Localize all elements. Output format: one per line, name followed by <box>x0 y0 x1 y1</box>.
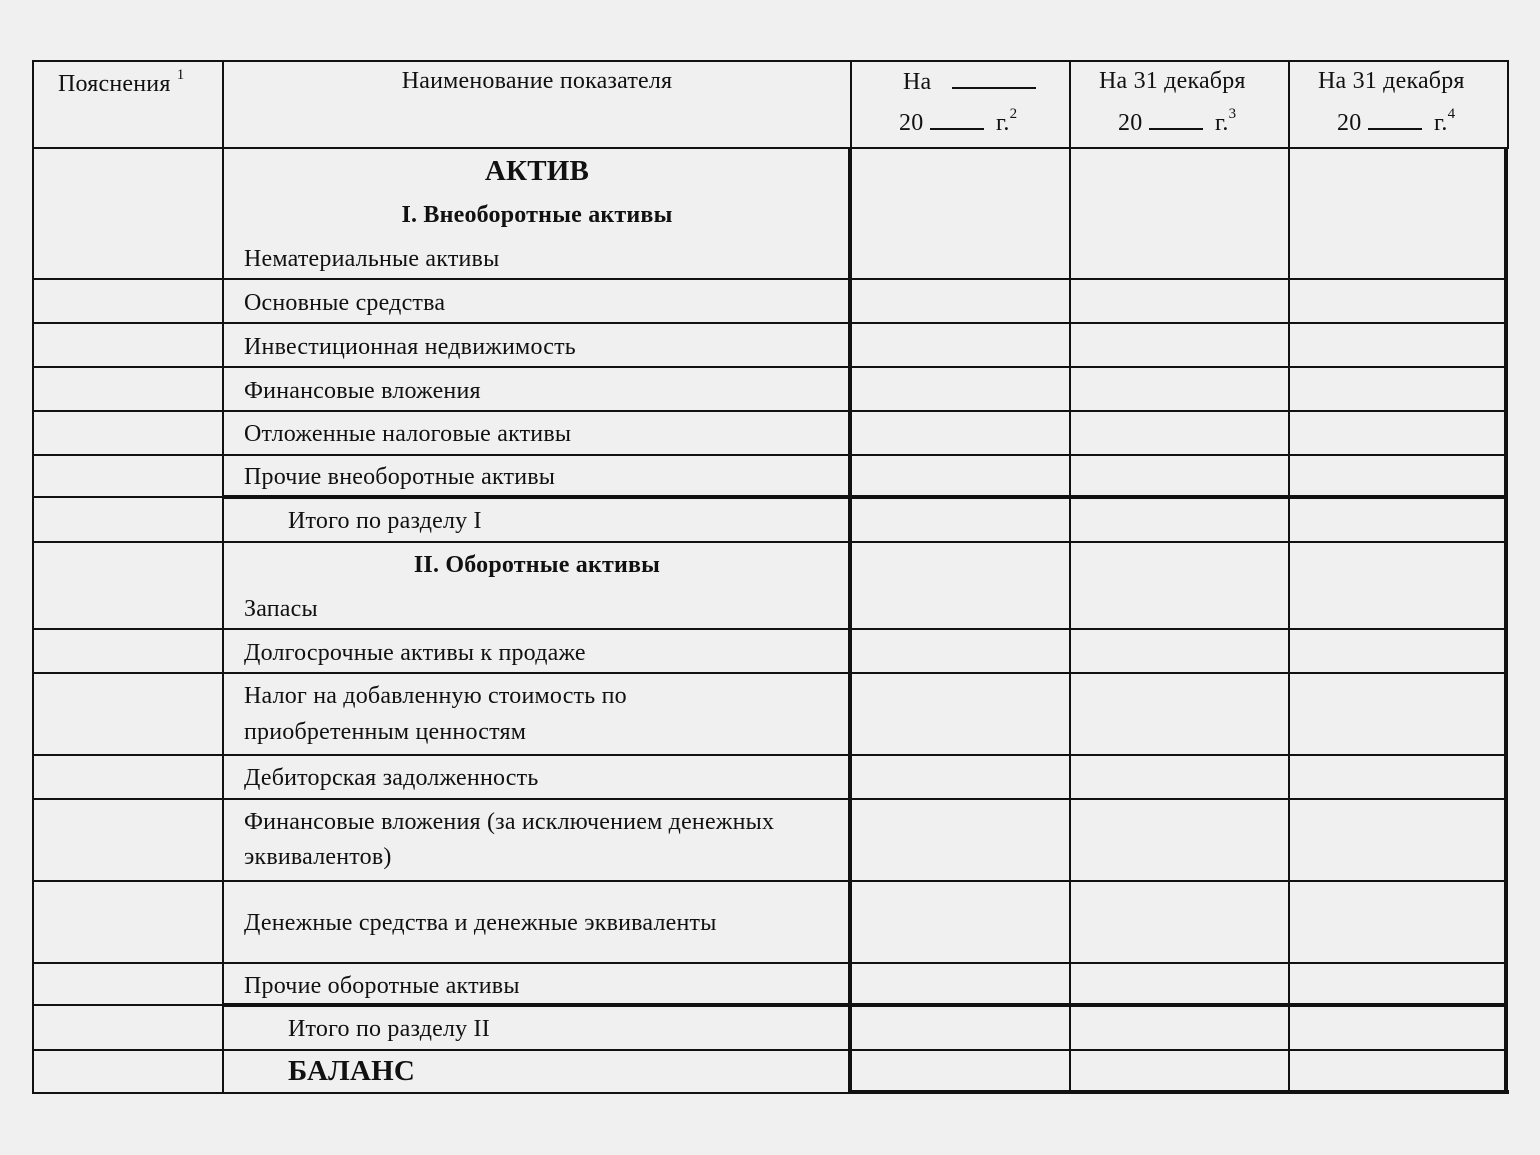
section-2-total: Итого по разделу II <box>288 1016 490 1042</box>
row-divider <box>33 454 1507 456</box>
table-bottom-border <box>33 1092 849 1094</box>
col-divider-bold <box>1504 147 1508 1094</box>
row-label: Финансовые вложения <box>244 378 481 404</box>
balance-total: БАЛАНС <box>288 1055 415 1087</box>
row-label: Дебиторская задолженность <box>244 765 539 791</box>
header-indicator-name: Наименование показателя <box>401 68 673 94</box>
row-divider <box>33 962 1507 964</box>
header-col2-line2: 20 г.$^3$ <box>1118 106 1237 136</box>
row-divider <box>33 754 1507 756</box>
section-2-heading: II. Оборотные активы <box>413 552 661 578</box>
row-divider <box>33 1004 223 1006</box>
col-divider-bold <box>848 147 852 1094</box>
header-notes: Пояснения $^1$ <box>58 67 185 97</box>
row-label: Отложенные налоговые активы <box>244 421 572 447</box>
row-divider <box>33 798 1507 800</box>
row-divider <box>33 1049 1507 1051</box>
table-bottom-border-bold <box>849 1090 1509 1094</box>
header-col1-line1: На <box>903 67 1036 96</box>
row-divider <box>33 880 1507 882</box>
row-label: Финансовые вложения (за исключением денежных <box>244 809 775 835</box>
row-divider <box>33 628 1507 630</box>
col-divider <box>32 60 34 1094</box>
row-divider <box>33 541 1507 543</box>
row-divider <box>33 496 223 498</box>
col-divider <box>1507 60 1509 148</box>
aktiv-heading: АКТИВ <box>484 155 590 187</box>
row-divider-bold <box>223 1003 1507 1007</box>
row-label: Нематериальные активы <box>244 246 500 272</box>
row-divider <box>33 322 1507 324</box>
row-label: Инвестиционная недвижимость <box>244 334 576 360</box>
header-col1-line2: 20 г.$^2$ <box>899 106 1018 136</box>
row-label: Запасы <box>244 596 318 622</box>
header-col3-line1: На 31 декабря <box>1318 68 1465 94</box>
row-label: Денежные средства и денежные эквиваленты <box>244 910 717 936</box>
section-1-heading: I. Внеоборотные активы <box>401 202 673 228</box>
row-divider <box>33 410 1507 412</box>
row-label: приобретенным ценностям <box>244 719 527 745</box>
row-divider <box>33 278 1507 280</box>
header-col2-line1: На 31 декабря <box>1099 68 1246 94</box>
row-divider <box>33 366 1507 368</box>
row-label: Прочие внеоборотные активы <box>244 464 556 490</box>
section-1-total: Итого по разделу I <box>288 508 482 534</box>
row-label: Основные средства <box>244 290 446 316</box>
row-divider-bold <box>223 495 1507 499</box>
col-divider <box>1288 60 1290 1094</box>
col-divider <box>850 60 852 148</box>
header-col3-line2: 20 г.$^4$ <box>1337 106 1456 136</box>
row-label: Прочие оборотные активы <box>244 973 520 999</box>
row-label: Налог на добавленную стоимость по <box>244 683 627 709</box>
row-label: Долгосрочные активы к продаже <box>244 640 586 666</box>
row-label: эквивалентов) <box>244 844 392 870</box>
row-divider <box>33 672 1507 674</box>
col-divider <box>1069 60 1071 1094</box>
